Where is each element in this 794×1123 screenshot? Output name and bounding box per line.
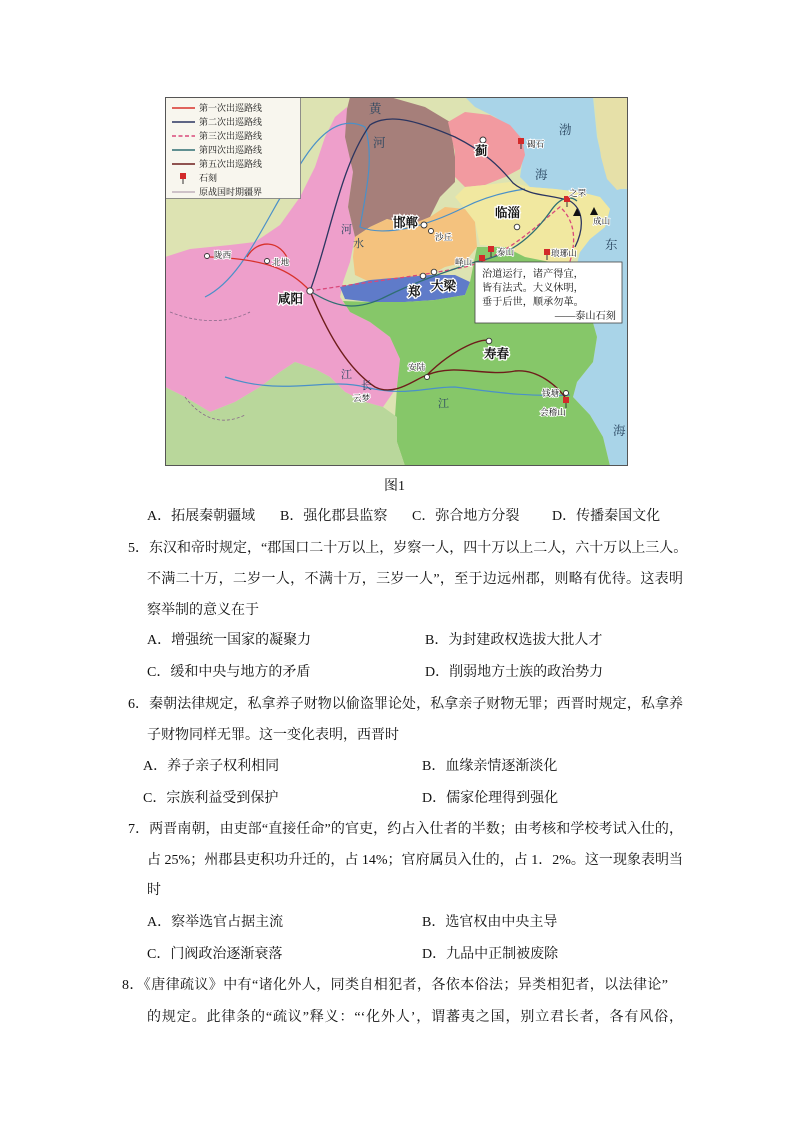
- place-label-kuaijishan: 会稽山: [540, 407, 566, 417]
- inscription-line: 皆有法式。大义休明，: [482, 283, 584, 294]
- q4-option-d[interactable]: D．传播秦国文化: [552, 509, 661, 524]
- legend-label: 第四次出巡路线: [199, 145, 263, 155]
- q6-stem-line: 子财物同样无罪。这一变化表明，西晋时: [147, 728, 399, 743]
- q7-stem-line: 占 25%；州郡县吏积功升迁的，占 14%；官府属员入仕的，占 1．2%。这一现象表明当: [147, 853, 683, 868]
- q7-stem-line: 7．两晋南朝，由吏部“直接任命”的官吏，约占入仕者的半数；由考核和学校考试入仕的，: [128, 822, 683, 837]
- place-label-beidi: 北地: [272, 257, 290, 267]
- q5-option-d[interactable]: D．削弱地方士族的政治势力: [425, 665, 604, 680]
- qin-inspection-tour-map: [165, 97, 628, 466]
- place-label-jieshi: 碣石: [527, 139, 545, 149]
- place-label-hai-bohai: 海: [535, 168, 548, 182]
- figure-caption: 图1: [384, 479, 405, 494]
- q4-option-a[interactable]: A．拓展秦朝疆域: [147, 509, 256, 524]
- q6-option-a[interactable]: A．养子亲子权利相同: [143, 759, 280, 774]
- q6-option-d[interactable]: D．儒家伦理得到强化: [422, 791, 559, 806]
- city-marker-qiantang: [564, 391, 569, 396]
- city-marker-zheng: [420, 273, 426, 279]
- q5-option-c[interactable]: C．缓和中央与地方的矛盾: [147, 665, 311, 680]
- place-label-linzi: 临淄: [495, 206, 521, 220]
- place-label-taishan: 泰山: [497, 247, 515, 257]
- place-label-huang: 黄: [369, 102, 382, 116]
- q7-stem-line: 时: [147, 883, 161, 898]
- legend-label: 第二次出巡路线: [199, 117, 263, 127]
- place-label-zheng: 郑: [408, 285, 421, 299]
- q5-stem-line: 5．东汉和帝时规定，“郡国口二十万以上，岁察一人，四十万以上二人，六十万以上三人。: [128, 541, 688, 556]
- place-label-qiantang: 钱塘: [542, 388, 560, 398]
- place-label-bo: 渤: [559, 123, 572, 137]
- q5-stem-line: 不满二十万，二岁一人，不满十万，三岁一人”，至于边远州郡，则略有优待。这表明: [147, 572, 683, 587]
- q7-option-c[interactable]: C．门阀政治逐渐衰落: [147, 947, 283, 962]
- city-marker-shaqiu: [429, 229, 434, 234]
- city-marker-beidi: [265, 259, 270, 264]
- city-marker-anlu: [425, 375, 430, 380]
- place-label-anlu: 安陆: [408, 362, 426, 372]
- place-label-shouchun: 寿春: [484, 347, 510, 361]
- city-marker-handan: [421, 222, 427, 228]
- q5-option-a[interactable]: A．增强统一国家的凝聚力: [147, 633, 312, 648]
- inscription-source: ——泰山石刻: [554, 311, 616, 322]
- map-legend: [166, 98, 301, 199]
- place-label-zhifu: 之罘: [569, 188, 587, 198]
- city-marker-xianyang: [307, 288, 313, 294]
- place-label-xianyang: 咸阳: [278, 292, 304, 306]
- city-marker-shouchun: [486, 338, 492, 344]
- place-label-jiang-1: 江: [341, 369, 352, 381]
- inscription-line: 垂于后世，顺承勿革。: [482, 297, 584, 308]
- place-label-shaqiu: 沙丘: [435, 232, 453, 242]
- city-marker-longxi: [205, 254, 210, 259]
- place-label-longxi: 陇西: [214, 250, 232, 260]
- q7-option-b[interactable]: B．选官权由中央主导: [422, 915, 558, 930]
- q5-stem-line: 察举制的意义在于: [147, 603, 259, 618]
- q6-option-b[interactable]: B．血缘亲情逐渐淡化: [422, 759, 558, 774]
- q6-option-c[interactable]: C．宗族利益受到保护: [143, 791, 279, 806]
- q4-option-c[interactable]: C．弥合地方分裂: [412, 509, 520, 524]
- place-label-handan: 邯郸: [393, 216, 419, 230]
- legend-label: 石刻: [199, 173, 218, 183]
- inscription-line: 治道运行，诸产得宜，: [482, 269, 584, 280]
- legend-label: 第一次出巡路线: [199, 103, 263, 113]
- q7-option-d[interactable]: D．九品中正制被废除: [422, 947, 559, 962]
- place-label-dong: 东: [605, 238, 618, 252]
- legend-label: 原战国时期疆界: [199, 187, 263, 197]
- q7-option-a[interactable]: A．察举选官占据主流: [147, 915, 284, 930]
- place-label-jiang-2: 江: [438, 398, 449, 410]
- city-marker-ji: [480, 137, 486, 143]
- place-label-langyashan: 琅琊山: [551, 248, 577, 258]
- place-label-heshui-he: 河: [341, 224, 352, 236]
- q4-option-b[interactable]: B．强化郡县监察: [280, 509, 388, 524]
- place-label-chang: 长: [361, 380, 372, 392]
- legend-label: 第三次出巡路线: [199, 131, 263, 141]
- place-label-yishan: 峄山: [455, 257, 473, 267]
- q5-option-b[interactable]: B．为封建政权选拔大批人才: [425, 633, 603, 648]
- city-marker-linzi: [514, 224, 520, 230]
- q6-stem-line: 6．秦朝法律规定，私拿养子财物以偷盗罪论处，私拿亲子财物无罪；西晋时规定，私拿养: [128, 697, 683, 712]
- place-label-he: 河: [373, 136, 386, 150]
- q8-stem-line: 的规定。此律条的“疏议”释义：“‘化外人’，谓蕃夷之国，别立君长者，各有风俗，: [147, 1010, 683, 1025]
- q8-stem-line: 8．《唐律疏议》中有“诸化外人，同类自相犯者，各依本俗法；异类相犯者，以法律论”: [122, 978, 668, 993]
- legend-label: 第五次出巡路线: [199, 159, 263, 169]
- place-label-yunmeng: 云梦: [353, 393, 371, 403]
- place-label-daliang: 大梁: [431, 279, 457, 293]
- inscription-callout: [475, 262, 622, 323]
- place-label-chengshan: 成山: [593, 216, 611, 226]
- place-label-ji: 蓟: [475, 144, 488, 158]
- place-label-hai-donghai: 海: [613, 424, 626, 438]
- place-label-heshui-shui: 水: [353, 238, 364, 250]
- city-marker-daliang: [431, 269, 437, 275]
